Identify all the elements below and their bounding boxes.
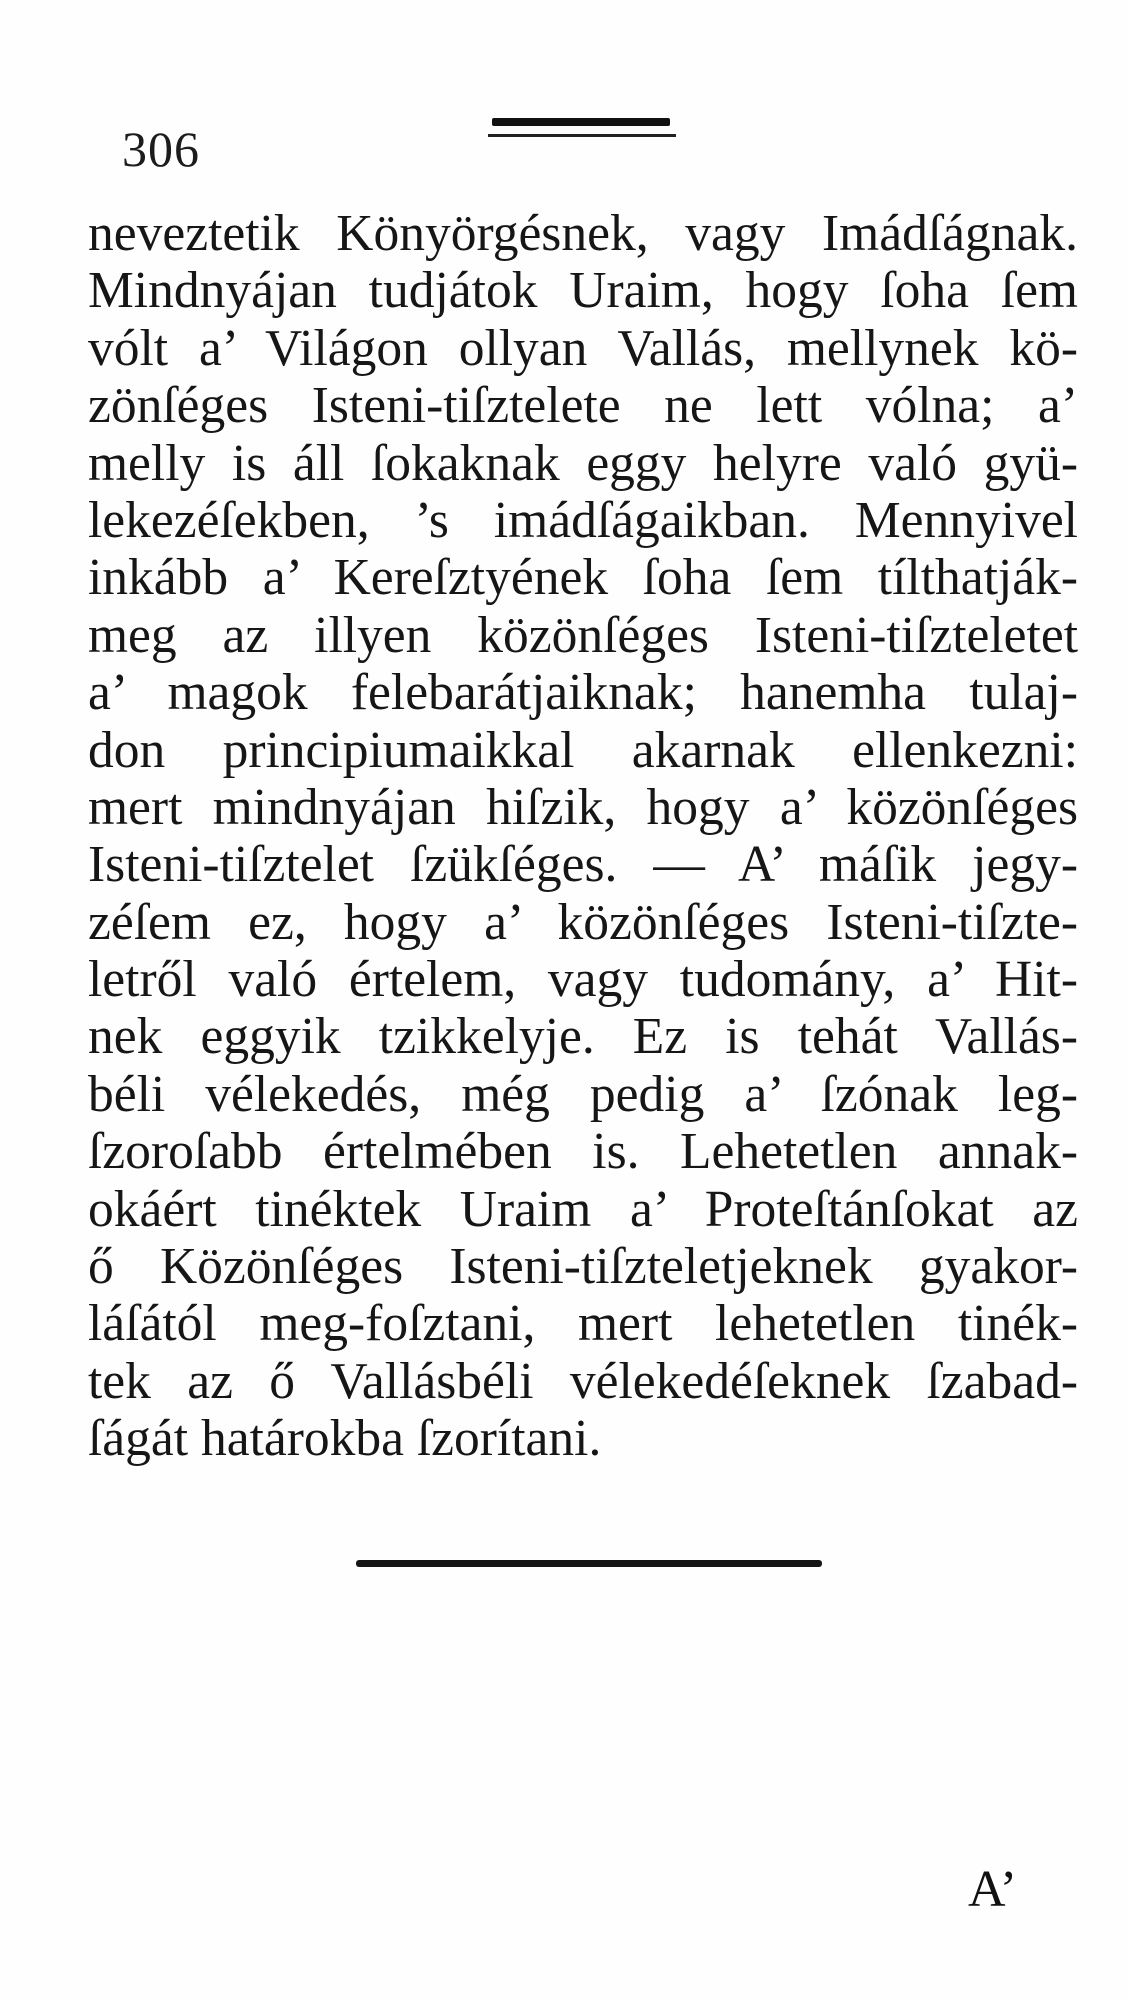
text-line: tek az ő Vallásbéli vélekedéſeknek ſzabad-	[88, 1352, 1078, 1410]
header-rule-thin	[488, 134, 676, 137]
footer-rule	[356, 1560, 822, 1567]
body-text	[88, 205, 1078, 1468]
header-rule-thick	[492, 118, 670, 126]
text-line: mert mindnyájan hiſzik, hogy a’ közönſéges	[88, 778, 1078, 836]
text-line: meg az illyen közönſéges Isteni-tiſzteletet	[88, 606, 1078, 664]
text-line: láſától meg-foſztani, mert lehetetlen tinék-	[88, 1295, 1078, 1353]
text-line: béli vélekedés, még pedig a’ ſzónak leg-	[88, 1065, 1078, 1123]
text-line: okáért tinéktek Uraim a’ Proteſtánſokat az	[88, 1180, 1078, 1238]
text-line: letről való értelem, vagy tudomány, a’ Hit-	[88, 951, 1078, 1009]
text-line: a’ magok felebarátjaiknak; hanemha tulaj-	[88, 664, 1078, 722]
text-line: lekezéſekben, ’s imádſágaikban. Mennyivel	[88, 491, 1078, 549]
text-line: neveztetik Könyörgésnek, vagy Imádſágnak.	[88, 205, 1078, 262]
text-line-last: ſágát határokba ſzorítani.	[88, 1410, 602, 1468]
text-line: don principiumaikkal akarnak ellenkezni:	[88, 721, 1078, 779]
text-line: ſzoroſabb értelmében is. Lehetetlen annak-	[88, 1123, 1078, 1181]
text-line: zönſéges Isteni-tiſztelete ne lett vólna; a’	[88, 377, 1078, 435]
header-rule	[488, 118, 676, 140]
text-line: Mindnyájan tudjátok Uraim, hogy ſoha ſem	[88, 262, 1078, 320]
text-line: zéſem ez, hogy a’ közönſéges Isteni-tiſzte-	[88, 893, 1078, 951]
text-line: vólt a’ Világon ollyan Vallás, mellynek kö-	[88, 319, 1078, 377]
text-line: melly is áll ſokaknak eggy helyre való gyü-	[88, 434, 1078, 492]
page-number: 306	[122, 121, 200, 177]
catchword: A’	[968, 1861, 1018, 1918]
text-line: ő Közönſéges Isteni-tiſzteletjeknek gyakor-	[88, 1238, 1078, 1296]
text-line: Isteni-tiſztelet ſzükſéges. — A’ máſik jegy-	[88, 836, 1078, 894]
text-line: inkább a’ Kereſztyének ſoha ſem tílthatják-	[88, 549, 1078, 607]
text-line: nek eggyik tzikkelyje. Ez is tehát Vallás-	[88, 1008, 1078, 1066]
